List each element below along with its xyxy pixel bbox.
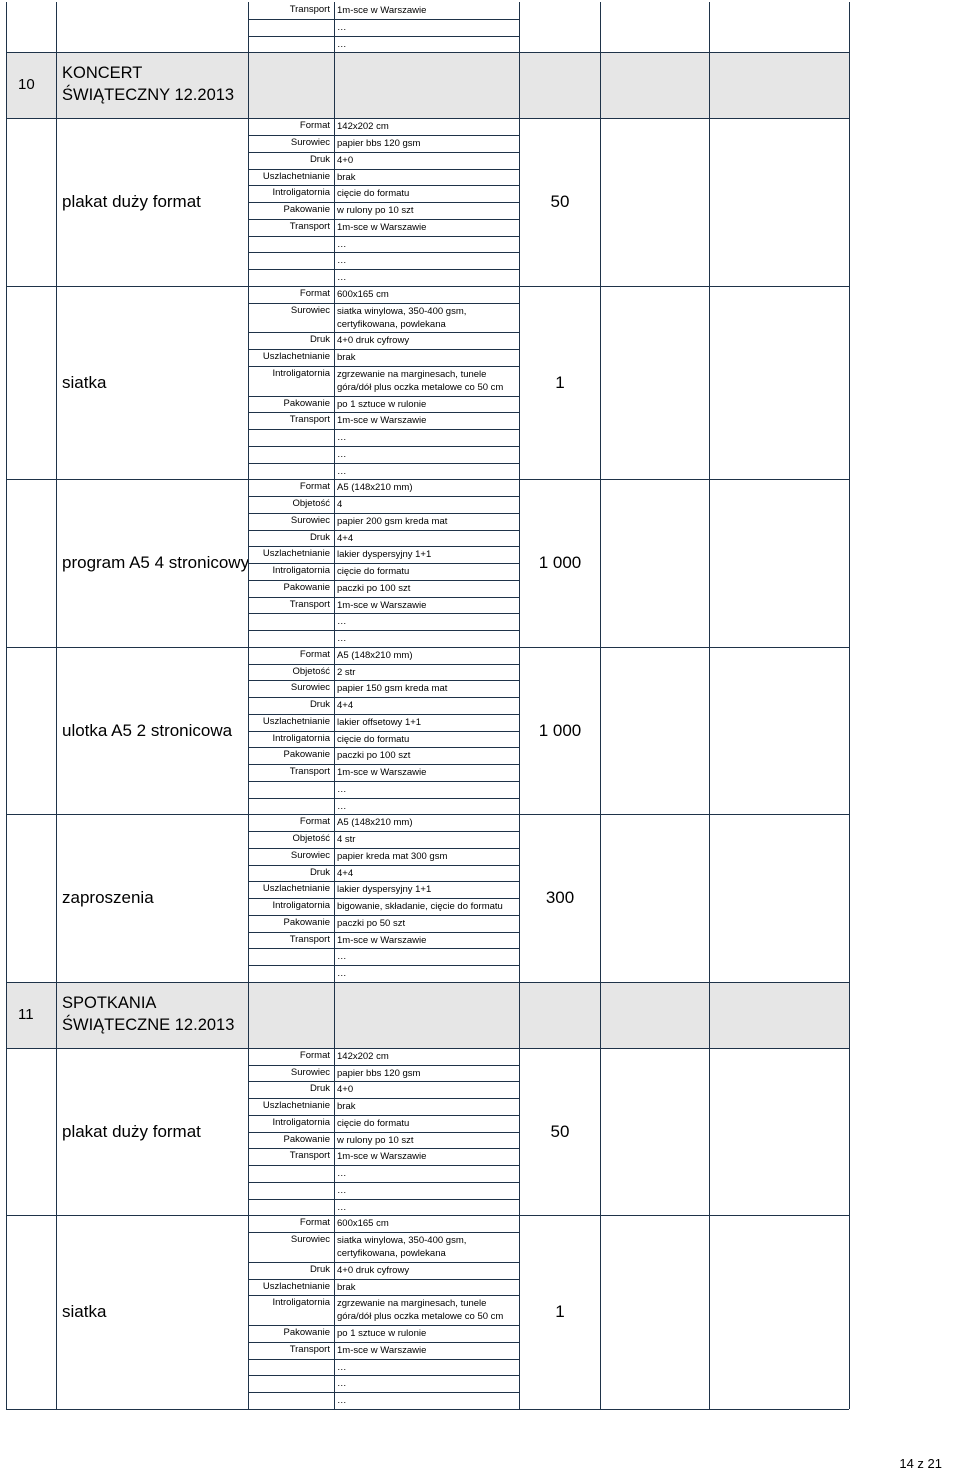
section-title: SPOTKANIA ŚWIĄTECZNE 12.2013 bbox=[62, 993, 235, 1034]
spec-value: 600x165 cm bbox=[337, 1218, 389, 1230]
spec-value: 1m-sce w Warszawie bbox=[337, 599, 427, 611]
item-quantity: 1 000 bbox=[538, 720, 582, 740]
spec-value: … bbox=[337, 21, 347, 33]
table-rule bbox=[6, 814, 849, 815]
spec-value: paczki po 100 szt bbox=[337, 750, 411, 762]
table-rule bbox=[248, 932, 519, 933]
table-rule bbox=[248, 597, 519, 598]
spec-label: Format bbox=[299, 120, 330, 132]
table-rule bbox=[248, 1081, 519, 1082]
spec-label: Transport bbox=[289, 933, 330, 945]
spec-label: Surowiec bbox=[290, 137, 330, 148]
item-quantity: 1 bbox=[555, 1302, 565, 1321]
spec-value: 4+4 bbox=[337, 867, 354, 879]
table-rule bbox=[248, 948, 519, 949]
spec-value: lakier offsetowy 1+1 bbox=[337, 716, 422, 728]
section-number: 10 bbox=[18, 76, 35, 94]
spec-label: Format bbox=[299, 1217, 330, 1229]
table-column-rule bbox=[248, 2, 249, 1409]
spec-value: cięcie do formatu bbox=[337, 566, 410, 577]
table-column-rule bbox=[849, 2, 850, 1409]
spec-value: paczki po 50 szt bbox=[337, 917, 406, 929]
table-rule bbox=[248, 1182, 519, 1183]
table-rule bbox=[248, 169, 519, 170]
spec-value: 1m-sce w Warszawie bbox=[337, 415, 427, 427]
spec-label: Transport bbox=[289, 220, 330, 232]
spec-value: siatka winylowa, 350-400 gsm, certyfikowana, powlekana bbox=[337, 305, 467, 330]
item-name: program A5 4 stronicowy bbox=[62, 553, 250, 572]
spec-value: 4 bbox=[337, 499, 343, 510]
table-rule bbox=[248, 1199, 519, 1200]
table-column-rule bbox=[519, 2, 520, 1409]
spec-value: … bbox=[337, 238, 347, 250]
spec-value: 142x202 cm bbox=[337, 1050, 389, 1062]
table-rule bbox=[6, 52, 849, 53]
table-rule bbox=[6, 982, 849, 983]
table-rule bbox=[248, 219, 519, 220]
table-rule bbox=[248, 747, 519, 748]
spec-value: A5 (148x210 mm) bbox=[337, 482, 413, 494]
table-rule bbox=[248, 1165, 519, 1166]
table-rule bbox=[248, 630, 519, 631]
spec-value: cięcie do formatu bbox=[337, 188, 410, 200]
spec-label: Druk bbox=[309, 531, 330, 543]
spec-value: zgrzewanie na marginesach, tunele góra/dół plus oczka metalowe co 50 cm bbox=[337, 368, 504, 393]
table-rule bbox=[248, 36, 519, 37]
table-rule bbox=[6, 479, 849, 480]
spec-label: Format bbox=[299, 816, 330, 828]
spec-value: cięcie do formatu bbox=[337, 1117, 410, 1129]
spec-label: Transport bbox=[289, 1343, 330, 1355]
spec-label: Introligatornia bbox=[272, 732, 330, 744]
spec-label: Pakowanie bbox=[283, 581, 330, 593]
spec-label: Uszlachetnianie bbox=[262, 170, 330, 182]
spec-value: lakier dyspersyjny 1+1 bbox=[337, 884, 432, 896]
table-rule bbox=[248, 1295, 519, 1296]
spec-value: … bbox=[337, 616, 347, 628]
spec-value: … bbox=[337, 633, 347, 644]
spec-value: papier bbs 120 gsm bbox=[337, 1067, 421, 1079]
table-rule bbox=[248, 664, 519, 665]
table-rule bbox=[248, 613, 519, 614]
spec-label: Format bbox=[299, 287, 330, 299]
item-quantity: 300 bbox=[545, 888, 575, 907]
table-rule bbox=[248, 463, 519, 464]
spec-value: brak bbox=[337, 1281, 356, 1293]
spec-value: siatka winylowa, 350-400 gsm, certyfikowana, powlekana bbox=[337, 1235, 467, 1259]
spec-label: Introligatornia bbox=[272, 565, 330, 576]
page-number: 14 z 21 bbox=[899, 1456, 942, 1471]
spec-value: … bbox=[337, 1378, 347, 1390]
table-rule bbox=[248, 1065, 519, 1066]
table-rule bbox=[248, 530, 519, 531]
item-name: plakat duży format bbox=[62, 192, 201, 211]
table-rule bbox=[248, 1375, 519, 1376]
table-rule bbox=[248, 1359, 519, 1360]
table-rule bbox=[248, 865, 519, 866]
table-rule bbox=[248, 764, 519, 765]
spec-value: papier 150 gsm kreda mat bbox=[337, 683, 448, 695]
spec-label: Introligatornia bbox=[272, 1297, 330, 1309]
spec-value: … bbox=[337, 38, 347, 50]
item-quantity: 1 bbox=[555, 372, 565, 392]
table-rule bbox=[248, 185, 519, 186]
spec-label: Format bbox=[299, 481, 330, 493]
spec-value: paczki po 100 szt bbox=[337, 582, 411, 594]
spec-value: 4 str bbox=[337, 834, 356, 845]
spec-value: w rulony po 10 szt bbox=[337, 1134, 414, 1146]
table-rule bbox=[248, 135, 519, 136]
spec-value: 1m-sce w Warszawie bbox=[337, 5, 427, 16]
table-rule bbox=[6, 286, 849, 287]
spec-value: po 1 sztuce w rulonie bbox=[337, 1328, 427, 1339]
table-rule bbox=[248, 714, 519, 715]
spec-label: Transport bbox=[289, 4, 330, 15]
spec-label: Druk bbox=[309, 1083, 330, 1095]
item-quantity: 1 000 bbox=[538, 553, 582, 572]
table-rule bbox=[248, 1279, 519, 1280]
spec-label: Objetość bbox=[292, 498, 330, 509]
spec-value: 4+4 bbox=[337, 700, 354, 711]
item-name: zaproszenia bbox=[62, 888, 154, 907]
spec-value: zgrzewanie na marginesach, tunele góra/dół plus oczka metalowe co 50 cm bbox=[337, 1298, 504, 1323]
table-rule bbox=[248, 798, 519, 799]
spec-value: 1m-sce w Warszawie bbox=[337, 1151, 427, 1163]
spec-value: bigowanie, składanie, cięcie do formatu bbox=[337, 901, 503, 912]
spec-value: … bbox=[337, 1184, 347, 1196]
item-name: ulotka A5 2 stronicowa bbox=[62, 720, 233, 740]
table-rule bbox=[248, 332, 519, 333]
table-column-rule bbox=[334, 2, 335, 1409]
spec-value: 4+0 bbox=[337, 154, 354, 166]
table-rule bbox=[248, 697, 519, 698]
spec-value: papier 200 gsm kreda mat bbox=[337, 515, 448, 527]
spec-label: Pakowanie bbox=[283, 397, 330, 409]
spec-value: … bbox=[337, 951, 347, 963]
spec-value: 4+4 bbox=[337, 532, 354, 544]
spec-label: Pakowanie bbox=[283, 916, 330, 928]
spec-label: Transport bbox=[289, 414, 330, 426]
spec-label: Uszlachetnianie bbox=[262, 1280, 330, 1292]
spec-value: … bbox=[337, 800, 347, 812]
table-rule bbox=[248, 965, 519, 966]
spec-value: … bbox=[337, 1361, 347, 1373]
table-rule bbox=[248, 496, 519, 497]
spec-label: Introligatornia bbox=[272, 1116, 330, 1128]
table-column-rule bbox=[6, 2, 7, 1409]
spec-label: Surowiec bbox=[290, 514, 330, 526]
spec-label: Surowiec bbox=[290, 1234, 330, 1245]
table-rule bbox=[248, 1392, 519, 1393]
item-quantity: 50 bbox=[550, 1121, 570, 1141]
table-rule bbox=[6, 1048, 849, 1049]
spec-value: cięcie do formatu bbox=[337, 733, 410, 745]
spec-value: … bbox=[337, 1395, 347, 1406]
spec-label: Uszlachetnianie bbox=[262, 548, 330, 560]
table-rule bbox=[248, 898, 519, 899]
table-rule bbox=[248, 1115, 519, 1116]
table-rule bbox=[6, 1215, 849, 1216]
spec-label: Introligatornia bbox=[272, 900, 330, 911]
spec-value: 142x202 cm bbox=[337, 121, 389, 133]
spec-value: w rulony po 10 szt bbox=[337, 205, 414, 216]
spec-value: brak bbox=[337, 352, 356, 363]
spec-value: 1m-sce w Warszawie bbox=[337, 1344, 427, 1356]
table-rule bbox=[248, 1325, 519, 1326]
table-rule bbox=[248, 1232, 519, 1233]
table-rule bbox=[248, 269, 519, 270]
table-rule bbox=[6, 1409, 849, 1410]
table-rule bbox=[248, 429, 519, 430]
spec-value: A5 (148x210 mm) bbox=[337, 817, 413, 829]
spec-value: 4+0 bbox=[337, 1084, 354, 1096]
table-rule bbox=[248, 848, 519, 849]
table-rule bbox=[248, 202, 519, 203]
spec-label: Surowiec bbox=[290, 304, 330, 316]
table-rule bbox=[248, 396, 519, 397]
table-rule bbox=[248, 446, 519, 447]
table-column-rule bbox=[709, 2, 710, 1409]
table-rule bbox=[248, 1342, 519, 1343]
table-column-rule bbox=[56, 2, 57, 1409]
section-title: KONCERT ŚWIĄTECZNY 12.2013 bbox=[62, 64, 235, 105]
spec-label: Pakowanie bbox=[283, 1133, 330, 1145]
item-quantity: 50 bbox=[550, 192, 570, 211]
spec-label: Surowiec bbox=[290, 682, 330, 694]
table-rule bbox=[248, 513, 519, 514]
spec-value: … bbox=[337, 968, 347, 979]
table-rule bbox=[248, 1262, 519, 1263]
spec-value: … bbox=[337, 1201, 347, 1213]
spec-label: Pakowanie bbox=[283, 1327, 330, 1338]
spec-label: Uszlachetnianie bbox=[262, 715, 330, 727]
spec-value: 4+0 druk cyfrowy bbox=[337, 335, 410, 347]
spec-label: Objetość bbox=[292, 833, 330, 844]
spec-label: Transport bbox=[289, 1150, 330, 1162]
table-rule bbox=[248, 563, 519, 564]
spec-label: Pakowanie bbox=[283, 204, 330, 215]
table-rule bbox=[6, 647, 849, 648]
table-rule bbox=[248, 781, 519, 782]
table-rule bbox=[248, 680, 519, 681]
table-rule bbox=[248, 252, 519, 253]
spec-value: … bbox=[337, 255, 347, 267]
table-rule bbox=[248, 1132, 519, 1133]
table-rule bbox=[248, 349, 519, 350]
spec-value: papier kreda mat 300 gsm bbox=[337, 850, 448, 862]
spec-value: … bbox=[337, 272, 347, 283]
spec-value: po 1 sztuce w rulonie bbox=[337, 398, 427, 410]
spec-label: Format bbox=[299, 1049, 330, 1061]
spec-label: Druk bbox=[309, 1263, 330, 1275]
spec-value: 600x165 cm bbox=[337, 288, 389, 300]
table-rule bbox=[6, 118, 849, 119]
item-name: siatka bbox=[62, 372, 107, 392]
spec-value: brak bbox=[337, 171, 356, 183]
spec-label: Druk bbox=[309, 866, 330, 878]
table-rule bbox=[248, 1148, 519, 1149]
spec-value: … bbox=[337, 465, 347, 477]
spec-value: A5 (148x210 mm) bbox=[337, 649, 413, 661]
spec-label: Uszlachetnianie bbox=[262, 351, 330, 362]
spec-value: 4+0 druk cyfrowy bbox=[337, 1264, 410, 1276]
table-column-rule bbox=[600, 2, 601, 1409]
table-rule bbox=[248, 152, 519, 153]
table-rule bbox=[248, 366, 519, 367]
spec-value: brak bbox=[337, 1101, 356, 1112]
spec-value: … bbox=[337, 448, 347, 460]
spec-label: Druk bbox=[309, 153, 330, 165]
spec-value: … bbox=[337, 1168, 347, 1179]
table-rule bbox=[248, 881, 519, 882]
table-rule bbox=[248, 19, 519, 20]
spec-label: Uszlachetnianie bbox=[262, 883, 330, 895]
table-rule bbox=[248, 546, 519, 547]
spec-value: … bbox=[337, 783, 347, 795]
table-rule bbox=[248, 1098, 519, 1099]
item-name: siatka bbox=[62, 1302, 107, 1321]
spec-value: 1m-sce w Warszawie bbox=[337, 221, 427, 233]
spec-label: Surowiec bbox=[290, 1066, 330, 1078]
table-rule bbox=[248, 236, 519, 237]
spec-value: lakier dyspersyjny 1+1 bbox=[337, 549, 432, 561]
spec-label: Uszlachetnianie bbox=[262, 1100, 330, 1111]
spec-label: Introligatornia bbox=[272, 187, 330, 199]
spec-value: 2 str bbox=[337, 666, 356, 678]
table-rule bbox=[248, 303, 519, 304]
spec-label: Format bbox=[299, 648, 330, 660]
spec-label: Transport bbox=[289, 598, 330, 610]
spec-label: Transport bbox=[289, 766, 330, 777]
spec-value: … bbox=[337, 432, 347, 443]
section-number: 11 bbox=[18, 1005, 34, 1023]
table-rule bbox=[248, 412, 519, 413]
spec-value: papier bbs 120 gsm bbox=[337, 138, 421, 149]
spec-label: Surowiec bbox=[290, 849, 330, 861]
table-rule bbox=[248, 580, 519, 581]
spec-label: Objetość bbox=[292, 665, 330, 677]
table-rule bbox=[248, 831, 519, 832]
spec-label: Druk bbox=[309, 334, 330, 346]
spec-label: Pakowanie bbox=[283, 749, 330, 761]
spec-value: 1m-sce w Warszawie bbox=[337, 767, 427, 778]
table-rule bbox=[248, 915, 519, 916]
spec-label: Introligatornia bbox=[272, 367, 330, 379]
spec-label: Druk bbox=[309, 699, 330, 710]
spec-value: 1m-sce w Warszawie bbox=[337, 934, 427, 946]
item-name: plakat duży format bbox=[62, 1121, 201, 1141]
table-rule bbox=[248, 731, 519, 732]
